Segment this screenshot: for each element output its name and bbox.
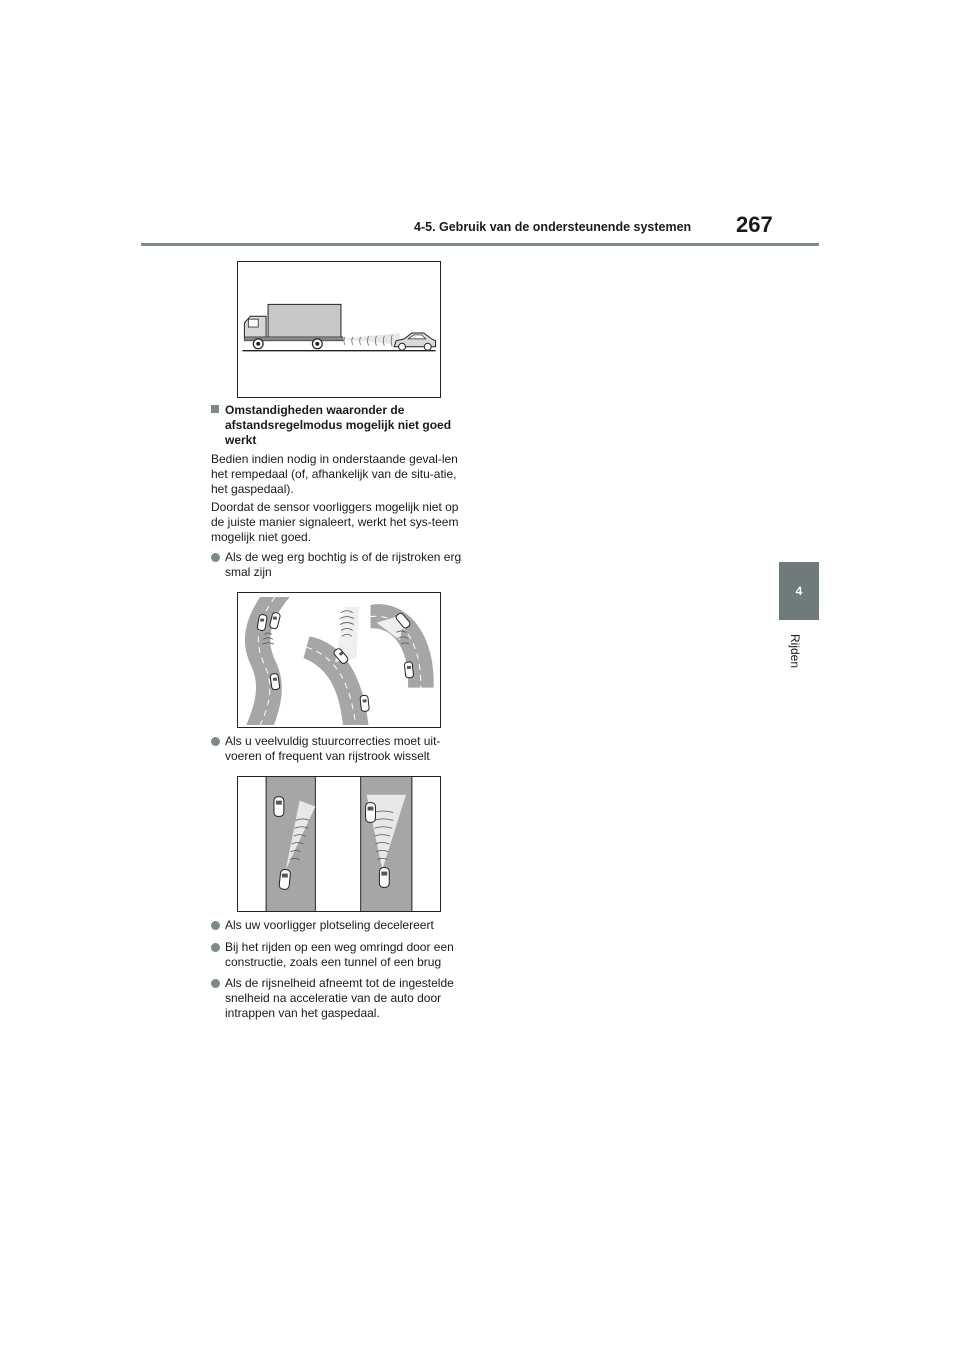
list-item-text: Als uw voorligger plotseling decelereert [225, 918, 434, 932]
curved-roads-illustration [237, 592, 441, 728]
list-item-text: Als u veelvuldig stuurcorrecties moet uit-voeren of frequent van rijstrook wisselt [225, 734, 441, 763]
bullet-dot-icon [211, 943, 220, 952]
curved-roads-icon [238, 593, 440, 727]
list-item [211, 734, 473, 764]
lane-change-icon [238, 777, 440, 911]
bullet-dot-icon [211, 979, 220, 988]
bullet-dot-icon [211, 553, 220, 562]
section-title: 4-5. Gebruik van de ondersteunende systemen [414, 220, 692, 234]
page-number: 267 [736, 212, 773, 237]
paragraph-1: Bedien indien nodig in onderstaande geval-len het rempedaal (of, afhankelijk van de situ-atie, het gaspedaal). [211, 452, 458, 496]
section-heading [211, 403, 473, 448]
list-item [211, 940, 473, 970]
header-rule [141, 243, 819, 246]
section-heading-text: Omstandigheden waaronder de afstandsregelmodus mogelijk niet goed werkt [225, 403, 452, 447]
list-item-text: Als de weg erg bochtig is of de rijstroken erg smal zijn [225, 550, 462, 579]
list-item-text: Bij het rijden op een weg omringd door een constructie, zoals een tunnel of een brug [225, 940, 454, 969]
chapter-label: Rijden [788, 634, 802, 669]
paragraph-2: Doordat de sensor voorliggers mogelijk niet op de juiste manier signaleert, werkt het sys-teem mogelijk niet goed. [211, 500, 459, 544]
list-item [211, 976, 473, 1021]
list-item [211, 550, 473, 580]
list-item-text: Als de rijsnelheid afneemt tot de ingestelde snelheid na acceleratie van de auto door intrappen van het gaspedaal. [225, 976, 454, 1020]
truck-and-car-icon [238, 262, 440, 397]
bullet-dot-icon [211, 737, 220, 746]
heading-square-icon [211, 405, 219, 413]
list-item [211, 918, 473, 933]
lane-change-illustration [237, 776, 441, 912]
truck-and-car-illustration [237, 261, 441, 398]
bullet-dot-icon [211, 921, 220, 930]
chapter-tab: 4 [779, 562, 819, 620]
